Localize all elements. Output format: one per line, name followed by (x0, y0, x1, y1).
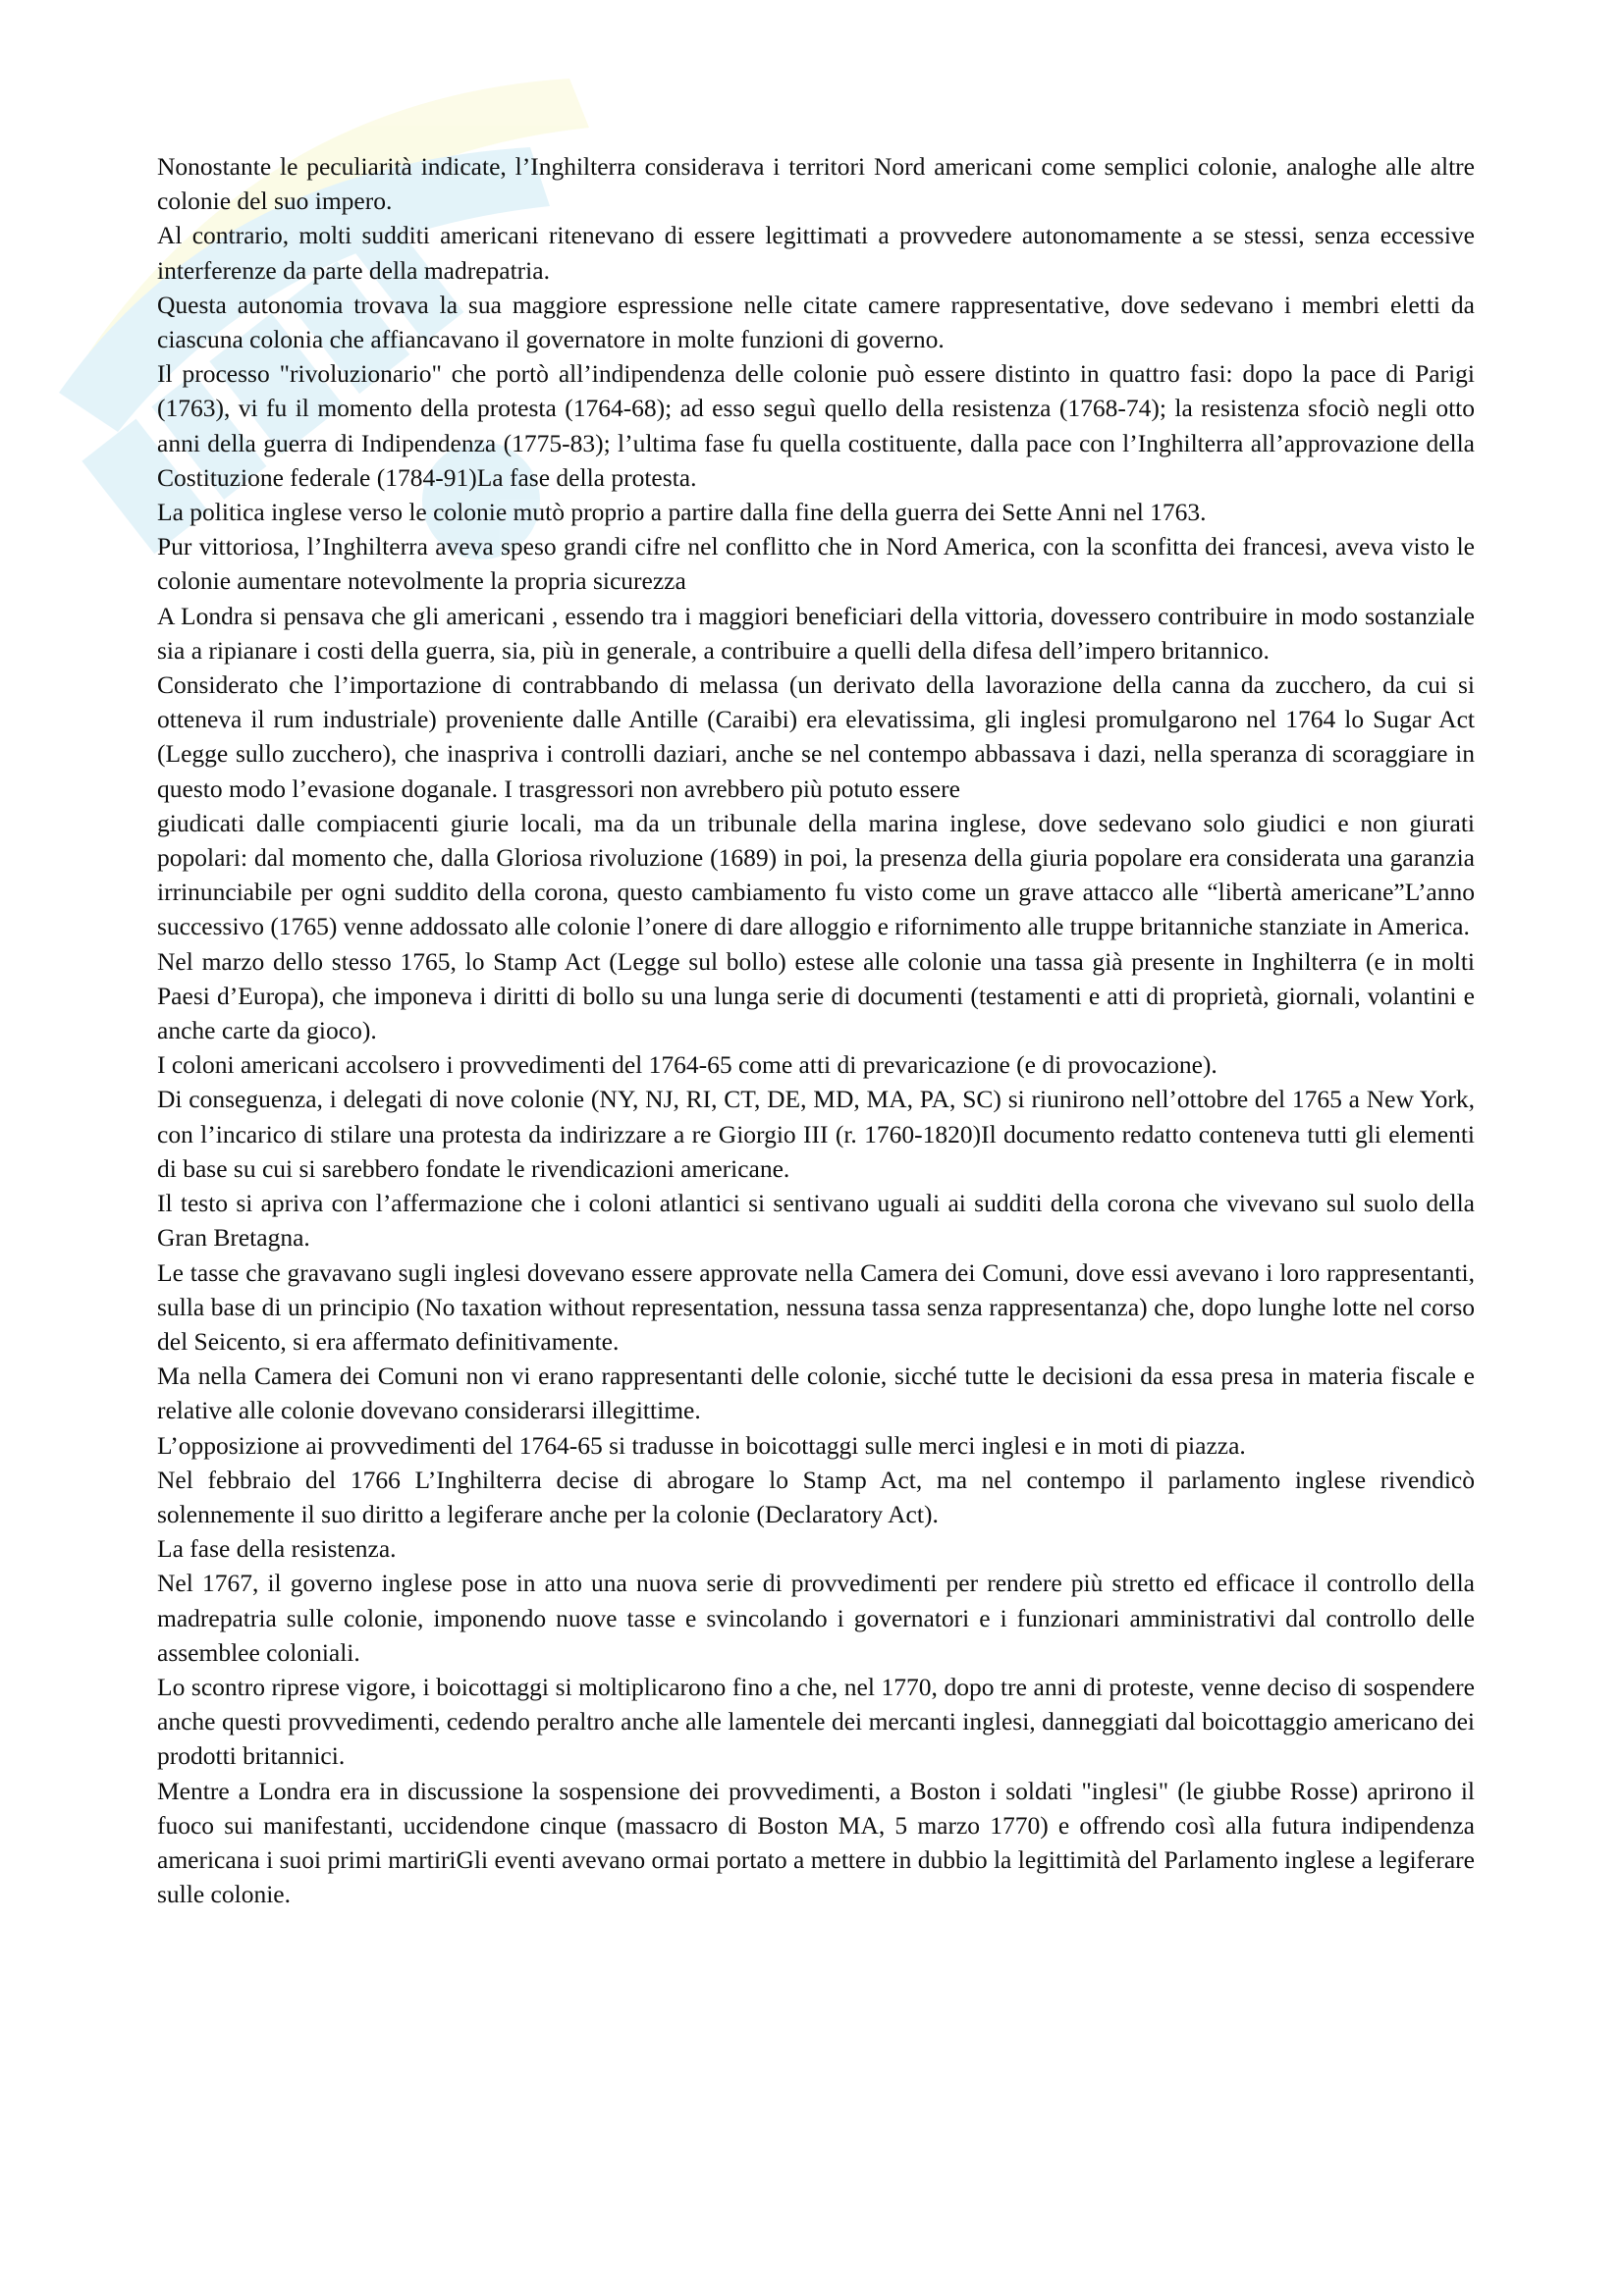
paragraph: A Londra si pensava che gli americani , essendo tra i maggiori beneficiari della vittoria, dovessero contribuire in modo sostanziale sia a ripianare i costi della guerra, sia, più in generale, a contribuire a quelli della difesa dell’impero britannico. (157, 601, 1475, 665)
paragraph: Ma nella Camera dei Comuni non vi erano rappresentanti delle colonie, sicché tutte le decisioni da essa presa in materia fiscale e relative alle colonie dovevano considerarsi illegittime. (157, 1362, 1475, 1425)
paragraph: Nel marzo dello stesso 1765, lo Stamp Act (Legge sul bollo) estese alle colonie una tassa già presente in Inghilterra (e in molti Paesi d’Europa), che imponeva i diritti di bollo su una lunga serie di documenti (testamenti e atti di proprietà, giornali, volantini e anche carte da gioco). (157, 946, 1475, 1045)
paragraph: I coloni americani accolsero i provvedimenti del 1764-65 come atti di prevaricazione (e di provocazione). (157, 1050, 1217, 1080)
paragraph: Mentre a Londra era in discussione la sospensione dei provvedimenti, a Boston i soldati "inglesi" (le giubbe Rosse) aprirono il fuoco sui manifestanti, uccidendone cinque (massacro di Boston MA, 5 marzo 1770) e offrendo così alla futura indipendenza americana i suoi primi martiriGli eventi avevano ormai portato a mettere in dubbio la legittimità del Parlamento inglese a legiferare sulle colonie. (157, 1776, 1475, 1909)
paragraph: Il processo "rivoluzionario" che portò all’indipendenza delle colonie può essere distinto in quattro fasi: dopo la pace di Parigi (1763), vi fu il momento della protesta (1764-68); ad esso seguì quello della resistenza (1768-74); la resistenza sfociò negli otto anni della guerra di Indipendenza (1775-83); l’ultima fase fu quella costituente, dalla pace con l’Inghilterra all’approvazione della Costituzione federale (1784-91)La fase della protesta. (157, 359, 1475, 492)
paragraph: Lo scontro riprese vigore, i boicottaggi si moltiplicarono fino a che, nel 1770, dopo tre anni di proteste, venne deciso di sospendere anche questi provvedimenti, cedendo peraltro anche alle lamentele dei mercanti inglesi, danneggiati dal boicottaggio americano dei prodotti britannici. (157, 1672, 1475, 1771)
paragraph: Di conseguenza, i delegati di nove colonie (NY, NJ, RI, CT, DE, MD, MA, PA, SC) si riunirono nell’ottobre del 1765 a New York, con l’incarico di stilare una protesta da indirizzare a re Giorgio III (r. 1760-1820)Il documento redatto conteneva tutti gli elementi di base su cui si sarebbero fondate le rivendicazioni americane. (157, 1085, 1475, 1183)
paragraph: La politica inglese verso le colonie mutò proprio a partire dalla fine della guerra dei Sette Anni nel 1763. (157, 498, 1207, 527)
paragraph: giudicati dalle compiacenti giurie locali, ma da un tribunale della marina inglese, dove sedevano solo giudici e non giurati popolari: dal momento che, dalla Gloriosa rivoluzione (1689) in poi, la presenza della giuria popolare era considerata una garanzia irrinunciabile per ogni suddito della corona, questo cambiamento fu visto come un grave attacco alle “libertà americane”L’anno successivo (1765) venne addossato alle colonie l’onere di dare alloggio e rifornimento alle truppe britanniche stanziate in America. (157, 808, 1475, 941)
paragraph: Nel 1767, il governo inglese pose in atto una nuova serie di provvedimenti per rendere più stretto ed efficace il controllo della madrepatria sulle colonie, imponendo nuove tasse e svincolando i governatori e i funzionari amministrativi dal controllo delle assemblee coloniali. (157, 1569, 1475, 1667)
paragraph: Le tasse che gravavano sugli inglesi dovevano essere approvate nella Camera dei Comuni, dove essi avevano i loro rappresentanti, sulla base di un principio (No taxation without representation, nessuna tassa senza rappresentanza) che, dopo lunghe lotte nel corso del Seicento, si era affermato definitivamente. (157, 1257, 1475, 1356)
paragraph: Questa autonomia trovava la sua maggiore espressione nelle citate camere rappresentative, dove sedevano i membri eletti da ciascuna colonia che affiancavano il governatore in molte funzioni di governo. (157, 290, 1475, 354)
paragraph: L’opposizione ai provvedimenti del 1764-65 si tradusse in boicottaggi sulle merci inglesi e in moti di piazza. (157, 1430, 1246, 1460)
paragraph: Al contrario, molti sudditi americani ritenevano di essere legittimati a provvedere autonomamente a se stessi, senza eccessive interferenze da parte della madrepatria. (157, 221, 1475, 285)
document-body (157, 149, 1475, 1911)
paragraph: Pur vittoriosa, l’Inghilterra aveva speso grandi cifre nel conflitto che in Nord America, con la sconfitta dei francesi, aveva visto le colonie aumentare notevolmente la propria sicurezza (157, 532, 1475, 596)
paragraph: Nonostante le peculiarità indicate, l’Inghilterra considerava i territori Nord americani come semplici colonie, analoghe alle altre colonie del suo impero. (157, 152, 1475, 216)
paragraph: Considerato che l’importazione di contrabbando di melassa (un derivato della lavorazione della canna da zucchero, da cui si otteneva il rum industriale) proveniente dalle Antille (Caraibi) era elevatissima, gli inglesi promulgarono nel 1764 lo Sugar Act (Legge sullo zucchero), che inaspriva i controlli daziari, anche se nel contempo abbassava i dazi, nella speranza di scoraggiare in questo modo l’evasione doganale. I trasgressori non avrebbero più potuto essere (157, 670, 1475, 803)
paragraph: Nel febbraio del 1766 L’Inghilterra decise di abrogare lo Stamp Act, ma nel contempo il parlamento inglese rivendicò solennemente il suo diritto a legiferare anche per la colonie (Declaratory Act). (157, 1465, 1475, 1528)
section-heading: La fase della resistenza. (157, 1534, 397, 1564)
paragraph: Il testo si apriva con l’affermazione che i coloni atlantici si sentivano uguali ai sudditi della corona che vivevano sul suolo della Gran Bretagna. (157, 1189, 1475, 1253)
